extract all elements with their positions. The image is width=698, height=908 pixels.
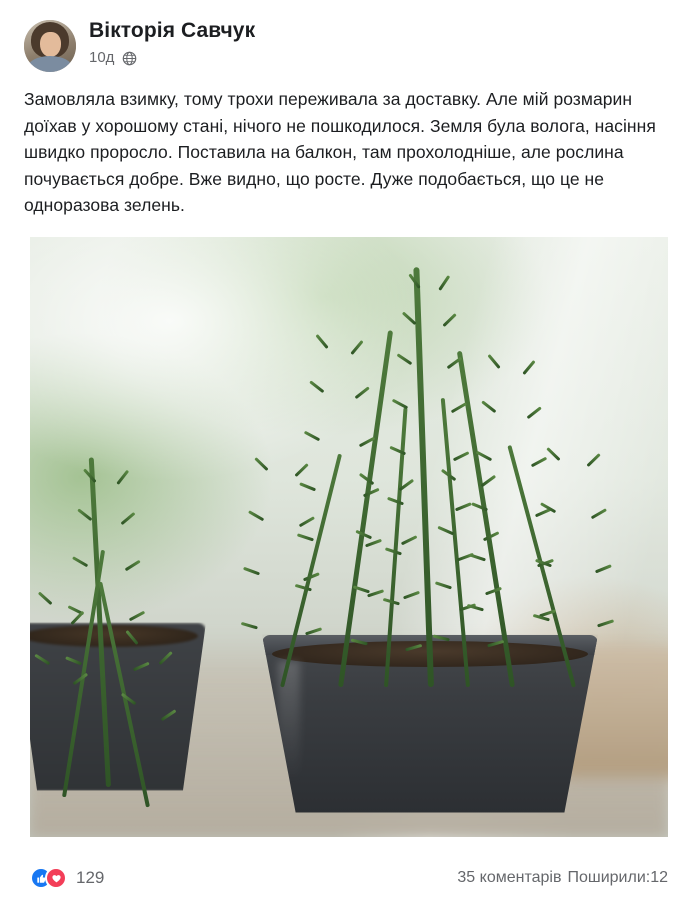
comments-count[interactable]: 35 коментарів bbox=[457, 869, 562, 886]
post-timestamp[interactable]: 10д bbox=[89, 49, 115, 66]
photo-pot-soil bbox=[272, 641, 588, 667]
post-text: Замовляла взимку, тому трохи переживала за доставку. Але мій розмарин доїхав у хорошому стані, нічого не пошкодилося. Земля була волога, насіння швидко проросло. Поставила на балкон, там прохолодніше, але рослина почувається добре. Вже видно, що росте. Дуже подобається, що це не одноразова зелень. bbox=[24, 89, 656, 215]
avatar-body bbox=[28, 56, 72, 72]
post-stats bbox=[457, 869, 668, 887]
post-photo[interactable] bbox=[30, 237, 668, 837]
post-meta bbox=[89, 49, 255, 67]
avatar[interactable] bbox=[24, 20, 76, 72]
reaction-icons bbox=[30, 867, 67, 889]
shares-count[interactable]: Поширили:12 bbox=[567, 869, 668, 886]
reaction-count: 129 bbox=[76, 868, 105, 887]
photo-left-soil bbox=[30, 625, 198, 647]
globe-icon bbox=[122, 51, 137, 66]
photo-left-pot bbox=[30, 623, 206, 791]
author-name[interactable]: Вікторія Савчук bbox=[89, 19, 256, 42]
reactions-summary[interactable] bbox=[30, 867, 104, 889]
photo-main-pot bbox=[262, 635, 598, 813]
heart-icon bbox=[45, 867, 67, 889]
post-header bbox=[0, 0, 698, 72]
avatar-face bbox=[40, 32, 61, 57]
photo-background bbox=[30, 237, 668, 837]
photo-rosemary-plant bbox=[242, 267, 642, 687]
post-header-text bbox=[89, 18, 255, 67]
post-footer bbox=[0, 848, 698, 908]
